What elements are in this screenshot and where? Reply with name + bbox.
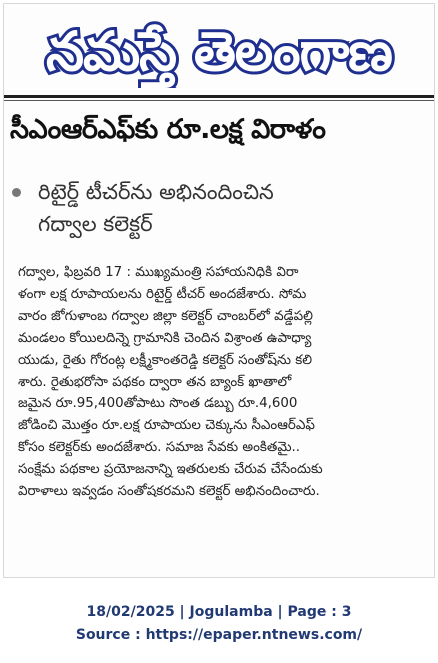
body-line: విరాళాలు ఇవ్వడం సంతోషకరమని కలెక్టర్ అభినందించారు. bbox=[18, 484, 320, 500]
body-line: జమైన రూ.95,400తోపాటు సొంత డబ్బు రూ.4,600 bbox=[18, 396, 298, 412]
masthead-title: నమస్తే తెలంగాణ bbox=[46, 20, 392, 83]
footer-date-edition: 18/02/2025 | Jogulamba | Page : 3 bbox=[86, 604, 352, 620]
body-line: సంక్షేమ పథకాల ప్రయోజనాన్ని ఇతరులకు చేరువ చేసేందుకు bbox=[18, 462, 323, 478]
body-line: వారం జోగుళాంబ గద్వాల జిల్లా కలెక్టర్ చాంబర్‌లో వడ్డేపల్లి bbox=[18, 308, 313, 324]
masthead bbox=[8, 6, 430, 88]
masthead-logo bbox=[8, 6, 430, 88]
body-line: జోడించి మొత్తం రూ.లక్ష రూపాయల చెక్కును సీఎంఆర్ఎఫ్ bbox=[18, 418, 315, 434]
subheadline-line: రిటైర్డ్ టీచర్‌ను అభినందించిన bbox=[38, 180, 274, 204]
article-headline: సీఎంఆర్ఎఫ్‌కు రూ.లక్ష విరాళం bbox=[10, 114, 326, 145]
masthead-rule-thin bbox=[4, 100, 434, 101]
masthead-rule bbox=[4, 95, 434, 98]
body-line: కోసం కలెక్టర్‌కు అందజేశారు. సమాజ సేవకు అంకితమై.. bbox=[18, 440, 301, 456]
newspaper-clipping bbox=[3, 3, 435, 578]
body-line: శారు. రైతుభరోసా పథకం ద్వారా తన బ్యాంక్ ఖాతాలో bbox=[18, 374, 292, 390]
article-body bbox=[18, 262, 426, 503]
subheadline-line: గద్వాల కలెక్టర్ bbox=[38, 212, 153, 236]
body-line: మండలం కోయిలదిన్నె గ్రామానికి చెందిన విశ్రాంత ఉపాధ్యా bbox=[18, 330, 312, 346]
body-line: యుడు, రైతు గోరంట్ల లక్ష్మీకాంతరెడ్డి కలెక్టర్ సంతోష్‌ను కలి bbox=[18, 352, 313, 368]
footer-source: Source : https://epaper.ntnews.com/ bbox=[75, 627, 363, 643]
bullet-icon bbox=[12, 188, 21, 197]
subheadline-text bbox=[38, 176, 428, 240]
body-line: ళంగా లక్ష రూపాయలను రిటైర్డ్ టీచర్ అందజేశారు. సోమ bbox=[18, 286, 307, 302]
body-line: గద్వాల, ఫిబ్రవరి 17 : ముఖ్యమంత్రి సహాయనిధికి విరా bbox=[18, 265, 299, 280]
